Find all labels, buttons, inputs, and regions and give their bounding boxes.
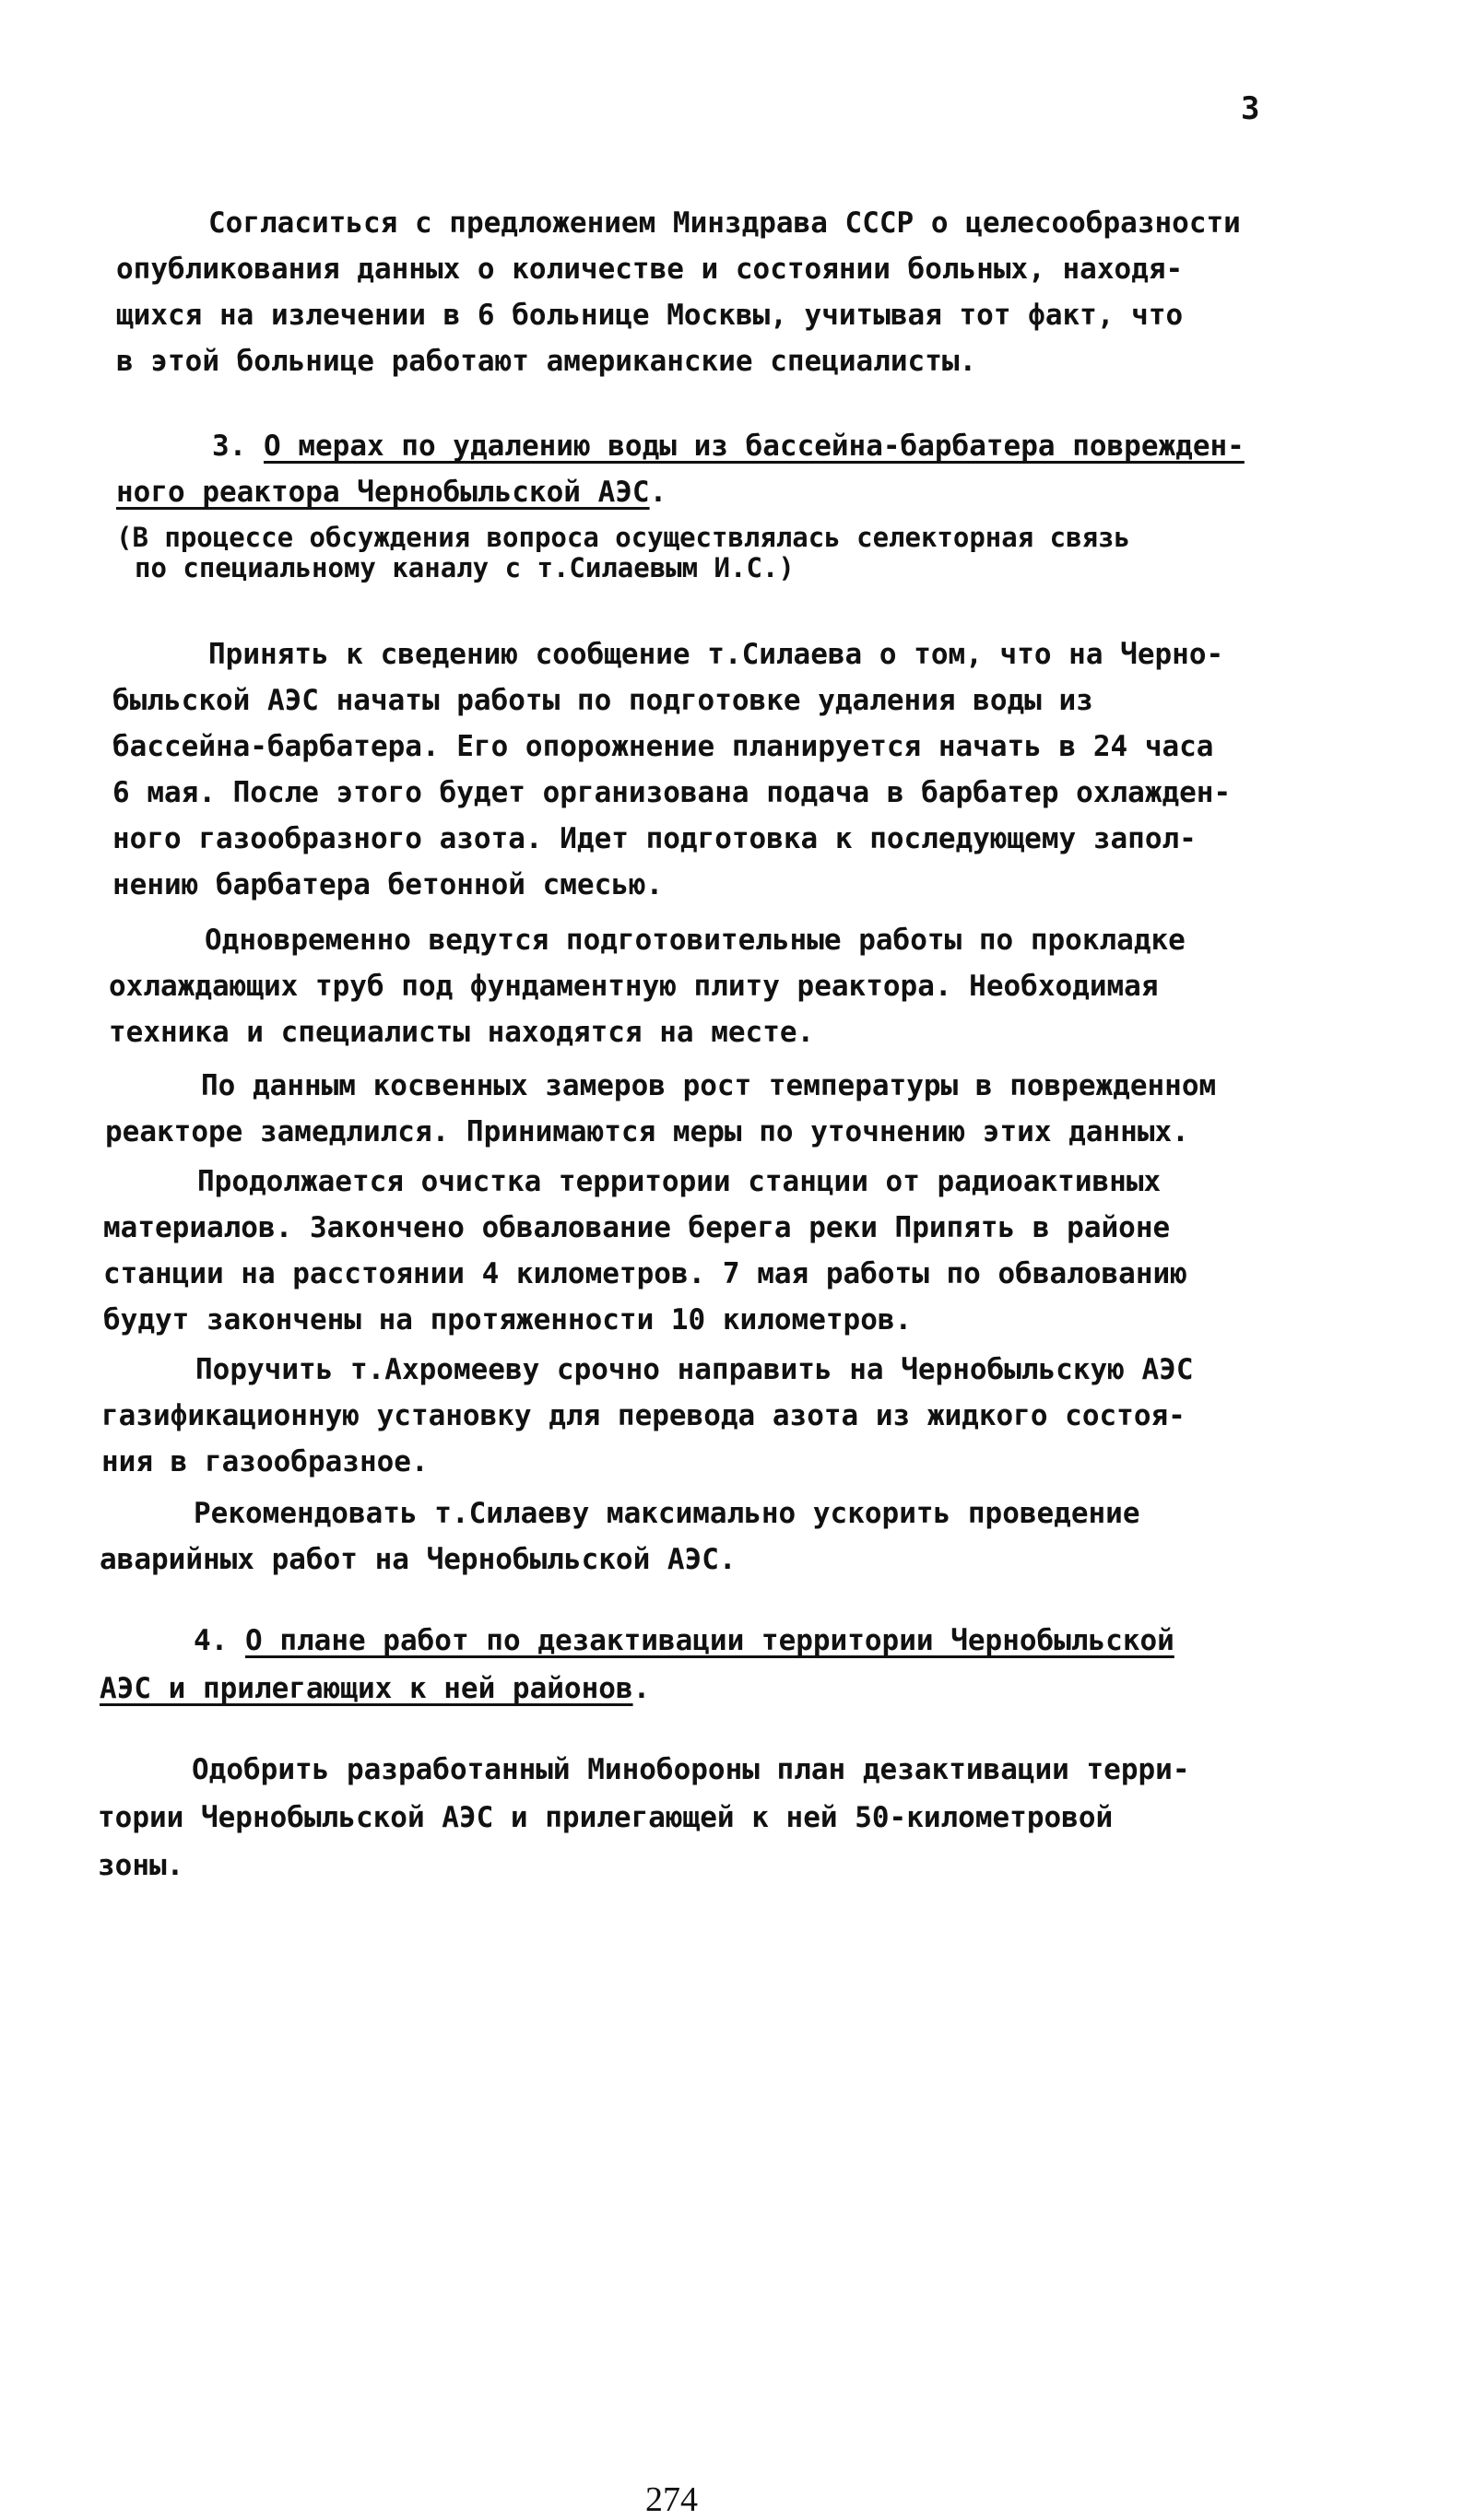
item3-note-line-2: по специальному каналу с т.Силаевым И.С.)	[135, 552, 795, 583]
para8-line-2: тории Чернобыльской АЭС и прилегающей к ней 50-километровой	[98, 1801, 1114, 1834]
para5-line-2: материалов. Закончено обвалование берега реки Припять в районе	[103, 1211, 1171, 1244]
item3-title-part-1: О мерах по удалению воды из бассейна-барбатера поврежден-	[264, 430, 1245, 463]
item4-title-part-1: О плане работ по дезактивации территории Чернобыльской	[245, 1624, 1174, 1657]
para6-line-3: ния в газообразное.	[101, 1445, 429, 1478]
para4-line-1: По данным косвенных замеров рост температуры в поврежденном	[201, 1069, 1217, 1102]
para4-line-2: реакторе замедлился. Принимаются меры по уточнению этих данных.	[105, 1115, 1189, 1148]
item3-title-part-2: ного реактора Чернобыльской АЭС	[116, 476, 650, 509]
item3-heading-line-2	[116, 474, 667, 511]
para3-line-1: Одновременно ведутся подготовительные работы по прокладке	[205, 924, 1186, 957]
para1-line-1: Согласиться с предложением Минздрава СССР о целесообразности	[208, 206, 1241, 240]
para7-line-2: аварийных работ на Чернобыльской АЭС.	[100, 1543, 737, 1576]
para6-line-2: газификационную установку для перевода азота из жидкого состоя-	[101, 1399, 1186, 1432]
para2-line-6: нению барбатера бетонной смесью.	[112, 868, 664, 901]
para1-line-3: щихся на излечении в 6 больнице Москвы, учитывая тот факт, что	[116, 299, 1184, 332]
para1-line-2: опубликования данных о количестве и состоянии больных, находя-	[116, 253, 1184, 286]
item4-number: 4.	[194, 1624, 229, 1657]
para5-line-1: Продолжается очистка территории станции от радиоактивных	[197, 1165, 1162, 1198]
item3-title-end: .	[649, 476, 667, 509]
para5-line-4: будут закончены на протяженности 10 километров.	[103, 1303, 913, 1337]
para2-line-3: бассейна-барбатера. Его опорожнение планируется начать в 24 часа	[112, 730, 1214, 763]
item3-note-line-1: (В процессе обсуждения вопроса осуществлялась селекторная связь	[116, 522, 1130, 553]
item4-heading-line-1	[194, 1622, 1174, 1659]
para3-line-2: охлаждающих труб под фундаментную плиту реактора. Необходимая	[109, 970, 1159, 1003]
para6-line-1: Поручить т.Ахромееву срочно направить на Чернобыльскую АЭС	[195, 1353, 1194, 1386]
page-number-bottom: 274	[645, 2480, 698, 2519]
item4-title-part-2: АЭС и прилегающих к ней районов	[100, 1672, 633, 1705]
para8-line-3: зоны.	[98, 1849, 184, 1882]
page-number-top: 3	[1241, 90, 1260, 127]
item3-number: 3.	[212, 430, 247, 463]
para2-line-2: быльской АЭС начаты работы по подготовке удаления воды из	[112, 684, 1093, 717]
item4-title-end: .	[632, 1672, 651, 1705]
item3-heading-line-1	[212, 428, 1245, 465]
para2-line-1: Принять к сведению сообщение т.Силаева о том, что на Черно-	[208, 638, 1224, 671]
para3-line-3: техника и специалисты находятся на месте.	[109, 1016, 815, 1049]
para2-line-5: ного газообразного азота. Идет подготовка к последующему запол-	[112, 822, 1197, 855]
para8-line-1: Одобрить разработанный Минобороны план дезактивации терри-	[192, 1753, 1190, 1786]
para2-line-4: 6 мая. После этого будет организована подача в барбатер охлажден-	[112, 776, 1232, 809]
para1-line-4: в этой больнице работают американские специалисты.	[116, 345, 977, 378]
item4-heading-line-2	[100, 1670, 650, 1707]
para7-line-1: Рекомендовать т.Силаеву максимально ускорить проведение	[194, 1497, 1140, 1530]
para5-line-3: станции на расстоянии 4 километров. 7 мая работы по обвалованию	[103, 1257, 1187, 1290]
